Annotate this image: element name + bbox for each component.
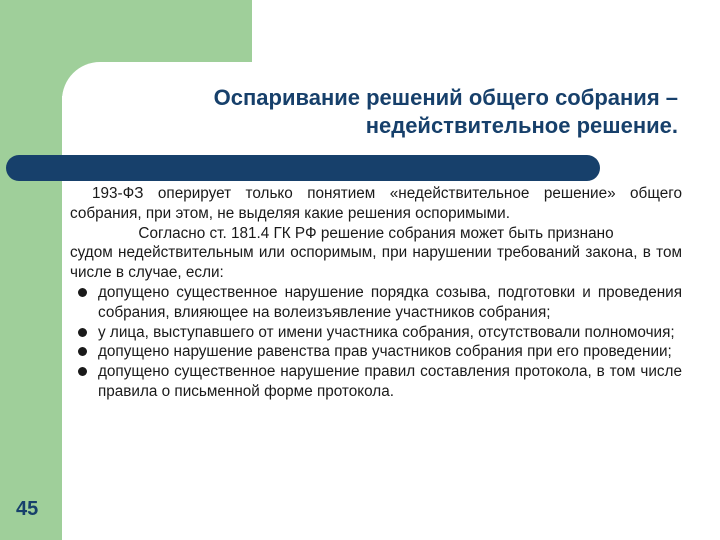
bullet-icon	[78, 367, 87, 376]
bullet-icon	[78, 328, 87, 337]
violation-list	[70, 283, 682, 402]
list-item	[70, 283, 682, 323]
article-paragraph-first-line: Согласно ст. 181.4 ГК РФ решение собрания может быть признано	[138, 224, 614, 242]
list-item-text: допущено существенное нарушение правил составления протокола, в том числе правила о письменной форме протокола.	[98, 363, 682, 400]
page-number: 45	[16, 498, 39, 520]
article-paragraph-rest: судом недействительным или оспоримым, при нарушении требований закона, в том числе в случае, если:	[70, 244, 682, 282]
slide-title-line1: Оспаривание решений общего собрания –	[213, 85, 678, 110]
slide-title-line2: недействительное решение.	[365, 113, 678, 138]
slide-body	[70, 184, 682, 402]
list-item	[70, 342, 682, 362]
list-item-text: допущено нарушение равенства прав участников собрания при его проведении;	[98, 343, 672, 361]
list-item	[70, 362, 682, 402]
decorative-green-strip	[0, 0, 62, 540]
bullet-icon	[78, 288, 87, 297]
bullet-icon	[78, 347, 87, 356]
slide-title	[70, 84, 678, 140]
intro-paragraph: 193-ФЗ оперирует только понятием «недействительное решение» общего собрания, при этом, не выделяя какие решения оспоримыми.	[70, 185, 682, 222]
title-underline-bar	[6, 155, 600, 181]
list-item-text: у лица, выступавшего от имени участника собрания, отсутствовали полномочия;	[98, 323, 675, 341]
list-item	[70, 323, 682, 343]
list-item-text: допущено существенное нарушение порядка созыва, подготовки и проведения собрания, влияющее на волеизъявление участников собрания;	[98, 283, 682, 321]
